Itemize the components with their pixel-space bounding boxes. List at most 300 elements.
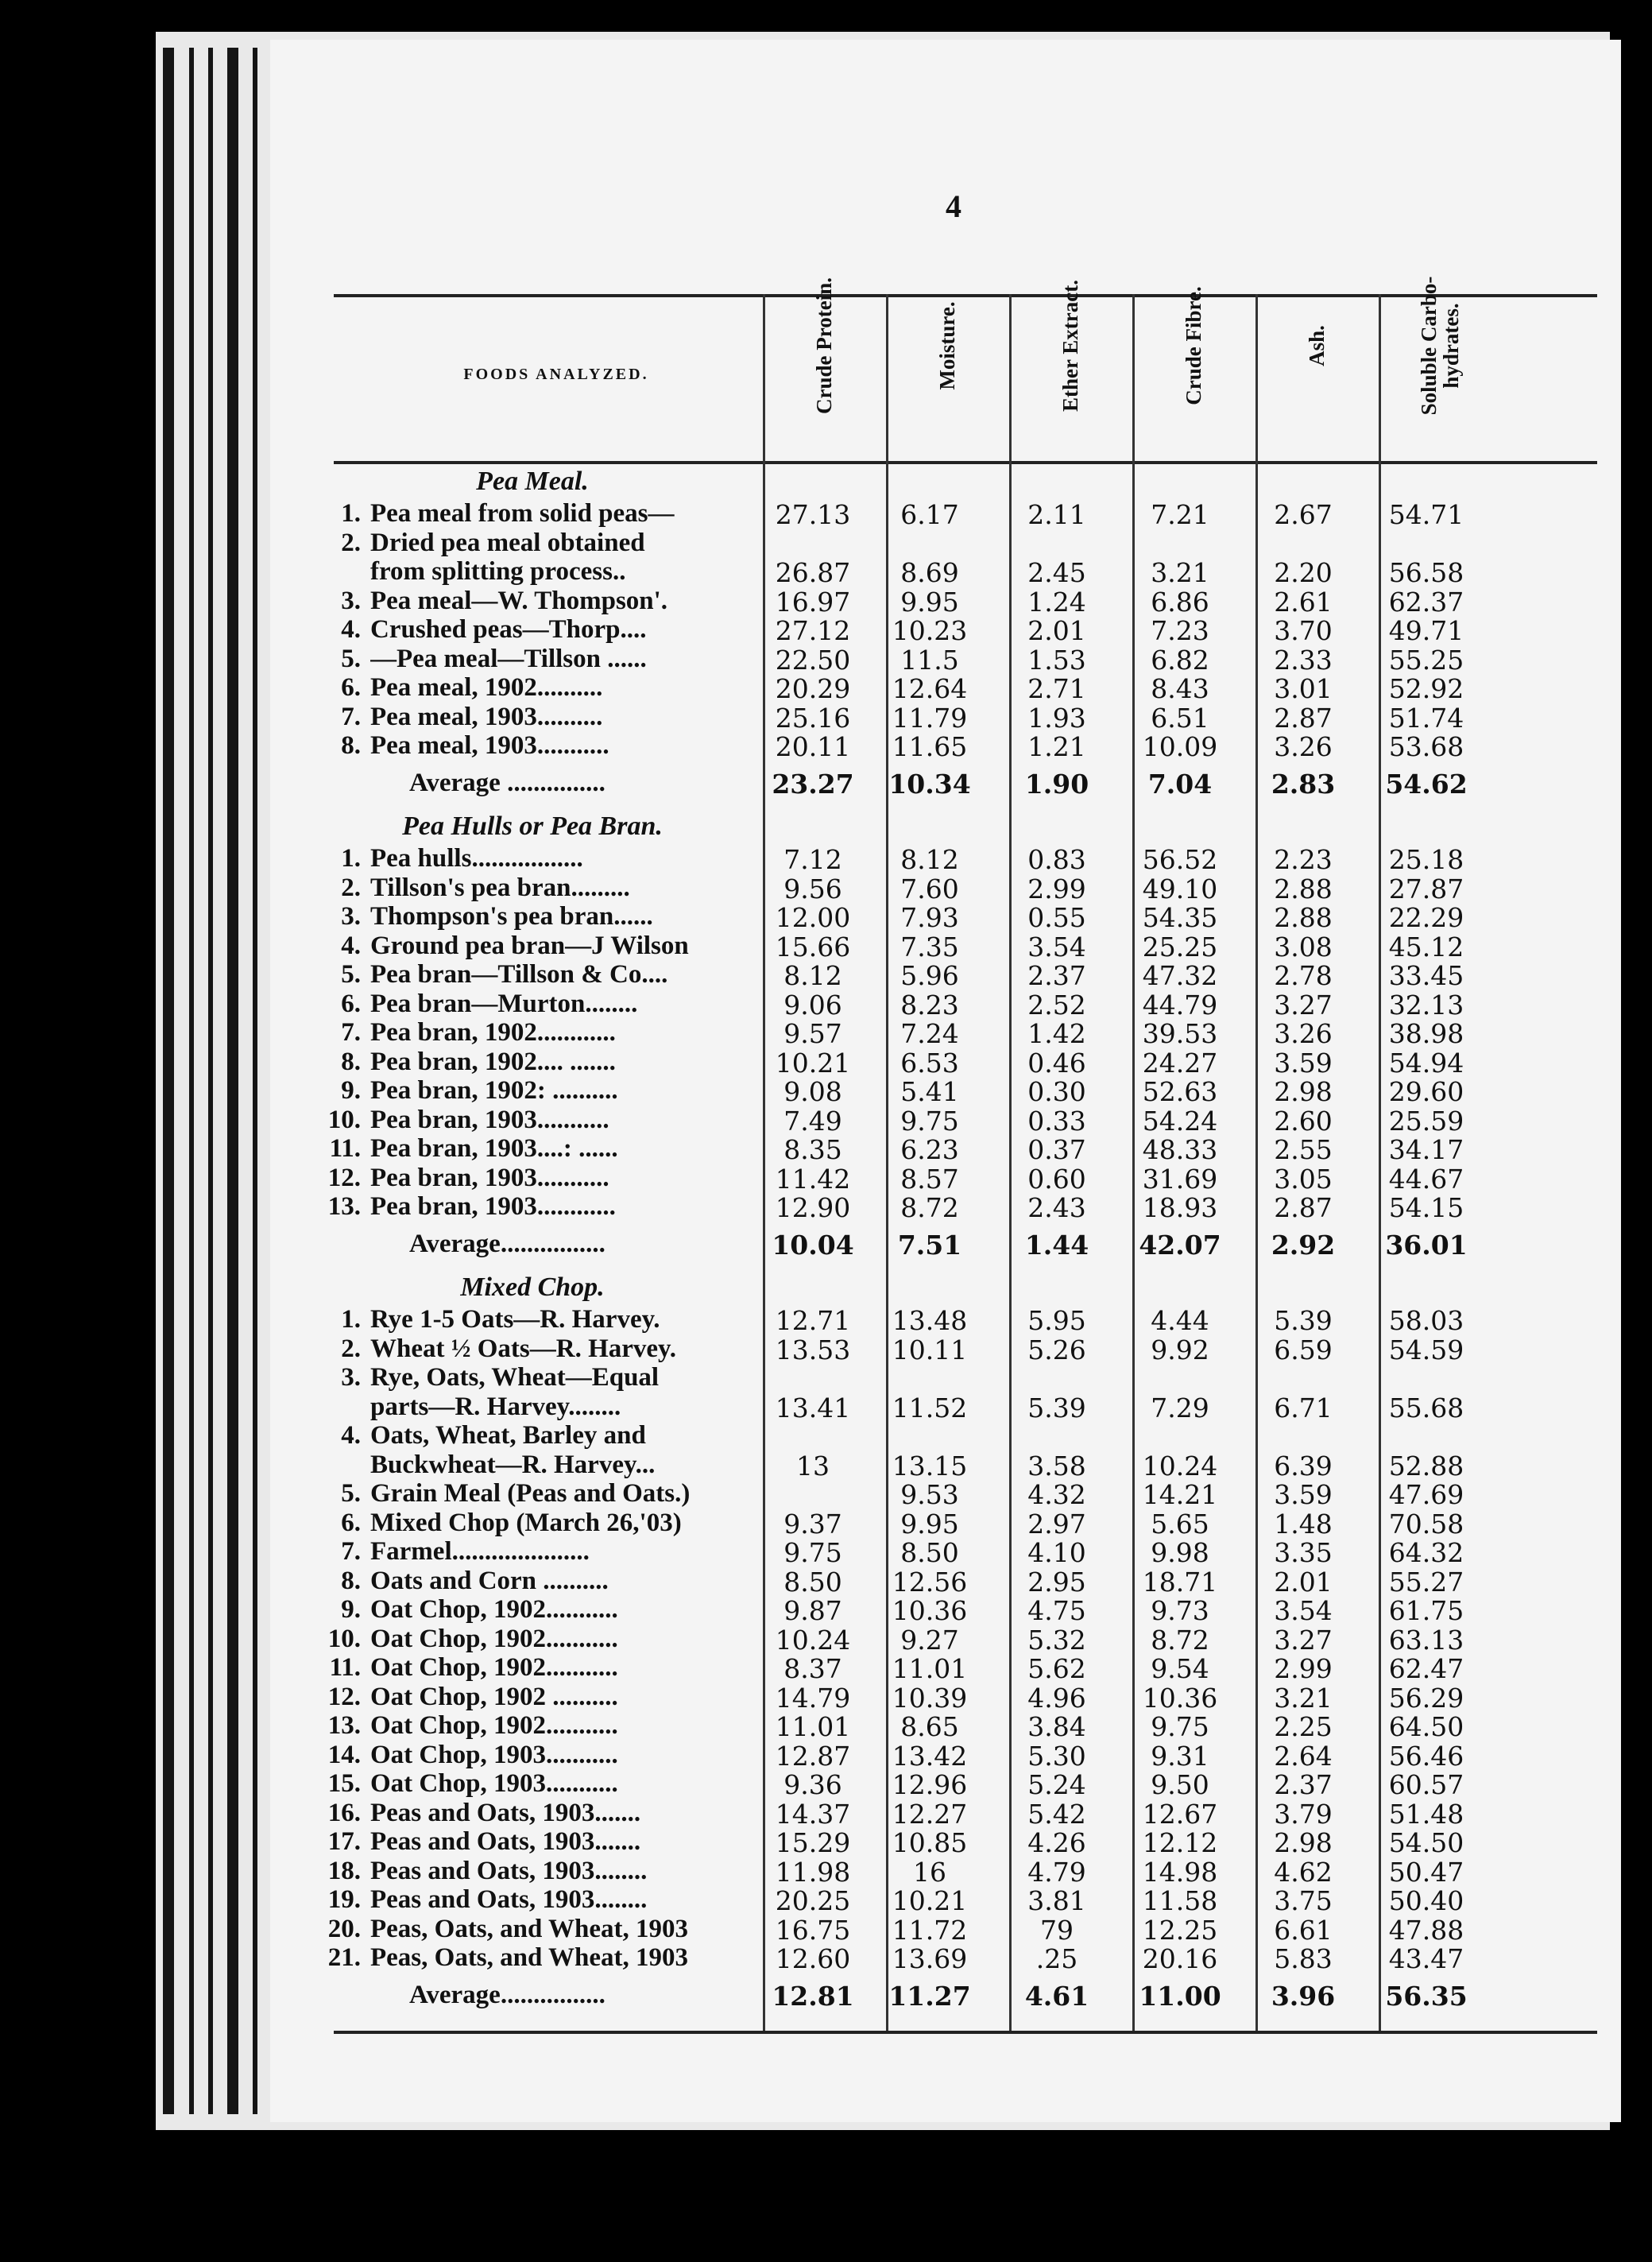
value-cell: 3.27: [1274, 1624, 1333, 1656]
book-edge-line: [189, 48, 194, 2114]
section-title: Pea Meal.: [476, 467, 589, 496]
food-name: Pea bran—Tillson & Co....: [370, 960, 668, 989]
value-cell: 9.56: [783, 873, 842, 904]
value-cell: 64.50: [1388, 1711, 1464, 1742]
average-value-cell: 42.07: [1139, 1229, 1221, 1261]
food-name: parts—R. Harvey........: [370, 1392, 621, 1421]
value-cell: 9.75: [1151, 1711, 1209, 1742]
table-row: [270, 1798, 1621, 1830]
value-cell: 4.96: [1027, 1682, 1086, 1714]
value-cell: 14.21: [1142, 1479, 1218, 1510]
row-number: 3.: [341, 1363, 361, 1392]
row-number: 3.: [341, 902, 361, 931]
book-edge-line: [253, 48, 257, 2114]
food-name: Oat Chop, 1903...........: [370, 1769, 618, 1798]
value-cell: 10.39: [892, 1682, 968, 1714]
food-name: Farmel.....................: [370, 1537, 590, 1566]
food-name: Oat Chop, 1902...........: [370, 1653, 618, 1682]
row-number: 14.: [327, 1740, 361, 1769]
value-cell: 11.52: [892, 1392, 968, 1423]
food-name: Pea hulls.................: [370, 844, 583, 873]
value-cell: 2.61: [1274, 586, 1333, 618]
value-cell: 5.95: [1027, 1305, 1086, 1336]
value-cell: 50.47: [1388, 1856, 1464, 1888]
table-row: [270, 1134, 1621, 1163]
section-title: Pea Hulls or Pea Bran.: [402, 811, 663, 841]
average-value-cell: 2.92: [1271, 1229, 1336, 1261]
value-cell: 48.33: [1142, 1134, 1218, 1165]
value-cell: 58.03: [1388, 1305, 1464, 1336]
value-cell: 9.75: [900, 1105, 959, 1137]
value-cell: 6.82: [1151, 644, 1209, 676]
value-cell: 54.15: [1388, 1192, 1464, 1223]
value-cell: 47.69: [1388, 1479, 1464, 1510]
value-cell: 54.59: [1388, 1334, 1464, 1365]
value-cell: 56.46: [1388, 1740, 1464, 1772]
row-number: 18.: [327, 1856, 361, 1885]
value-cell: 5.96: [900, 960, 959, 991]
value-cell: 9.75: [783, 1537, 842, 1568]
row-number: 6.: [341, 673, 361, 702]
value-cell: 8.50: [900, 1537, 959, 1568]
food-name: Pea bran—Murton........: [370, 989, 638, 1018]
table-row: [270, 1827, 1621, 1856]
value-cell: 22.29: [1388, 902, 1464, 933]
row-number: 16.: [327, 1798, 361, 1827]
value-cell: 2.37: [1027, 960, 1086, 991]
value-cell: 2.99: [1027, 873, 1086, 904]
value-cell: 62.37: [1388, 586, 1464, 618]
value-cell: 3.54: [1027, 931, 1086, 963]
value-cell: 6.86: [1151, 586, 1209, 618]
book-edge-line: [163, 48, 174, 2114]
row-number: 2.: [341, 1334, 361, 1363]
value-cell: 8.57: [900, 1163, 959, 1195]
value-cell: 2.98: [1274, 1827, 1333, 1858]
value-cell: 56.58: [1388, 557, 1464, 588]
average-value-cell: 56.35: [1385, 1980, 1468, 2012]
value-cell: 52.63: [1142, 1076, 1218, 1107]
row-number: 4.: [341, 931, 361, 960]
food-name: Crushed peas—Thorp....: [370, 615, 647, 644]
value-cell: 79: [1040, 1914, 1074, 1946]
value-cell: 5.62: [1027, 1653, 1086, 1684]
row-number: 21.: [327, 1943, 361, 1972]
value-cell: 9.06: [783, 989, 842, 1021]
value-cell: 15.29: [775, 1827, 851, 1858]
value-cell: 51.48: [1388, 1798, 1464, 1830]
food-name: Dried pea meal obtained: [370, 528, 645, 557]
food-name: Pea meal from solid peas—: [370, 499, 675, 528]
value-cell: 11.65: [892, 731, 968, 762]
column-header-crude-protein: Crude Protein.: [811, 277, 836, 414]
table-row: [270, 586, 1621, 618]
value-cell: 2.55: [1274, 1134, 1333, 1165]
value-cell: 3.58: [1027, 1450, 1086, 1482]
average-value-cell: 23.27: [772, 768, 854, 800]
value-cell: 9.92: [1151, 1334, 1209, 1365]
table-row: [270, 529, 1621, 557]
value-cell: 32.13: [1388, 989, 1464, 1021]
value-cell: 6.51: [1151, 702, 1209, 734]
table-row: [270, 1508, 1621, 1540]
row-number: 4.: [341, 1421, 361, 1450]
average-label: Average ...............: [409, 768, 605, 797]
table-row: [270, 1076, 1621, 1105]
table-row: [270, 873, 1621, 902]
value-cell: 11.79: [892, 702, 968, 734]
value-cell: 20.29: [775, 673, 851, 704]
value-cell: 31.69: [1142, 1163, 1218, 1195]
average-value-cell: 11.27: [888, 1980, 971, 2012]
value-cell: 27.12: [775, 615, 851, 646]
value-cell: 55.68: [1388, 1392, 1464, 1423]
row-number: 8.: [341, 1566, 361, 1595]
value-cell: 12.96: [892, 1769, 968, 1800]
value-cell: 8.12: [783, 960, 842, 991]
table-row: [270, 1653, 1621, 1682]
food-name: Pea bran, 1902............: [370, 1018, 616, 1047]
value-cell: 54.24: [1142, 1105, 1218, 1137]
food-name: Peas and Oats, 1903.......: [370, 1798, 641, 1827]
value-cell: 8.12: [900, 844, 959, 875]
value-cell: 52.92: [1388, 673, 1464, 704]
value-cell: 3.54: [1274, 1595, 1333, 1626]
value-cell: 62.47: [1388, 1653, 1464, 1684]
value-cell: 13.42: [892, 1740, 968, 1772]
table-row: [270, 1769, 1621, 1798]
average-value-cell: 54.62: [1385, 768, 1468, 800]
value-cell: 56.29: [1388, 1682, 1464, 1714]
value-cell: 11.01: [775, 1711, 851, 1742]
food-name: Oat Chop, 1902...........: [370, 1711, 618, 1740]
value-cell: 10.24: [1142, 1450, 1218, 1482]
row-number: 2.: [341, 873, 361, 902]
value-cell: 6.39: [1274, 1450, 1333, 1482]
value-cell: 11.98: [775, 1856, 851, 1888]
value-cell: 9.50: [1151, 1769, 1209, 1800]
row-number: 5.: [341, 1479, 361, 1508]
food-name: Oat Chop, 1902 ..........: [370, 1682, 618, 1711]
value-cell: 6.17: [900, 499, 959, 530]
value-cell: 9.54: [1151, 1653, 1209, 1684]
average-value-cell: 3.96: [1271, 1980, 1336, 2012]
value-cell: 3.59: [1274, 1047, 1333, 1079]
value-cell: 8.35: [783, 1134, 842, 1165]
page-number: 4: [946, 188, 961, 224]
book-edge-line: [208, 48, 213, 2114]
value-cell: 12.27: [892, 1798, 968, 1830]
value-cell: 12.71: [775, 1305, 851, 1336]
row-number: 8.: [341, 731, 361, 760]
value-cell: 27.13: [775, 499, 851, 530]
row-number: 2.: [341, 528, 361, 557]
value-cell: 2.78: [1274, 960, 1333, 991]
row-number: 6.: [341, 1508, 361, 1537]
table-row: [270, 1595, 1621, 1624]
value-cell: 25.59: [1388, 1105, 1464, 1137]
value-cell: 2.37: [1274, 1769, 1333, 1800]
value-cell: 2.98: [1274, 1076, 1333, 1107]
row-number: 13.: [327, 1192, 361, 1221]
column-header-moisture: Moisture.: [934, 301, 959, 390]
value-cell: 9.31: [1151, 1740, 1209, 1772]
value-cell: 47.88: [1388, 1914, 1464, 1946]
value-cell: 5.41: [900, 1076, 959, 1107]
average-value-cell: 7.04: [1147, 768, 1213, 800]
table-row: [270, 1192, 1621, 1221]
value-cell: 3.05: [1274, 1163, 1333, 1195]
value-cell: 0.55: [1027, 902, 1086, 933]
value-cell: 7.93: [900, 902, 959, 933]
value-cell: 5.83: [1274, 1943, 1333, 1974]
table-row: [270, 499, 1621, 528]
value-cell: 13.53: [775, 1334, 851, 1365]
value-cell: 3.59: [1274, 1479, 1333, 1510]
value-cell: 3.27: [1274, 989, 1333, 1021]
row-number: 5.: [341, 960, 361, 989]
value-cell: 12.64: [892, 673, 968, 704]
average-row: [270, 1980, 1621, 2012]
value-cell: 44.67: [1388, 1163, 1464, 1195]
value-cell: 5.30: [1027, 1740, 1086, 1772]
value-cell: 4.32: [1027, 1479, 1086, 1510]
value-cell: 8.69: [900, 557, 959, 588]
value-cell: 24.27: [1142, 1047, 1218, 1079]
value-cell: 8.65: [900, 1711, 959, 1742]
table-row: [270, 1479, 1621, 1508]
food-name: Tillson's pea bran.........: [370, 873, 630, 902]
value-cell: 6.53: [900, 1047, 959, 1079]
value-cell: 2.01: [1274, 1566, 1333, 1598]
column-header-soluble-carbohydrates: Soluble Carbo- hydrates.: [1416, 276, 1463, 416]
value-cell: 12.25: [1142, 1914, 1218, 1946]
value-cell: 5.24: [1027, 1769, 1086, 1800]
food-name: Rye 1-5 Oats—R. Harvey.: [370, 1305, 660, 1334]
value-cell: 14.37: [775, 1798, 851, 1830]
value-cell: 7.49: [783, 1105, 842, 1137]
table-row: [270, 557, 1621, 586]
value-cell: 8.72: [1151, 1624, 1209, 1656]
value-cell: 8.72: [900, 1192, 959, 1223]
food-name: Pea meal, 1902..........: [370, 673, 603, 702]
value-cell: 3.26: [1274, 731, 1333, 762]
value-cell: 3.70: [1274, 615, 1333, 646]
value-cell: 2.23: [1274, 844, 1333, 875]
value-cell: 9.57: [783, 1018, 842, 1049]
value-cell: 4.26: [1027, 1827, 1086, 1858]
average-row: [270, 768, 1621, 800]
value-cell: 2.60: [1274, 1105, 1333, 1137]
average-value-cell: 11.00: [1139, 1980, 1221, 2012]
row-number: 1.: [341, 1305, 361, 1334]
value-cell: 43.47: [1388, 1943, 1464, 1974]
table-row: [270, 844, 1621, 873]
value-cell: 10.09: [1142, 731, 1218, 762]
food-name: Buckwheat—R. Harvey...: [370, 1450, 656, 1479]
row-number: 5.: [341, 644, 361, 673]
value-cell: 10.23: [892, 615, 968, 646]
value-cell: 8.50: [783, 1566, 842, 1598]
column-header-crude-fibre: Crude Fibre.: [1181, 286, 1205, 405]
value-cell: 26.87: [775, 557, 851, 588]
average-value-cell: 7.51: [897, 1229, 962, 1261]
value-cell: 3.81: [1027, 1885, 1086, 1916]
value-cell: 18.71: [1142, 1566, 1218, 1598]
value-cell: 25.16: [775, 702, 851, 734]
value-cell: 25.18: [1388, 844, 1464, 875]
food-name: Oats and Corn ..........: [370, 1566, 609, 1595]
row-number: 13.: [327, 1711, 361, 1740]
value-cell: 2.45: [1027, 557, 1086, 588]
value-cell: 34.17: [1388, 1134, 1464, 1165]
value-cell: 10.21: [775, 1047, 851, 1079]
value-cell: 50.40: [1388, 1885, 1464, 1916]
value-cell: 47.32: [1142, 960, 1218, 991]
value-cell: 49.71: [1388, 615, 1464, 646]
value-cell: 1.48: [1274, 1508, 1333, 1540]
food-name: —Pea meal—Tillson ......: [370, 644, 647, 673]
value-cell: 4.75: [1027, 1595, 1086, 1626]
value-cell: 38.98: [1388, 1018, 1464, 1049]
value-cell: 2.01: [1027, 615, 1086, 646]
average-label: Average................: [409, 1229, 605, 1258]
table-row: [270, 1305, 1621, 1334]
table-row: [270, 1740, 1621, 1772]
value-cell: 52.88: [1388, 1450, 1464, 1482]
value-cell: 7.29: [1151, 1392, 1209, 1423]
food-name: from splitting process..: [370, 557, 626, 586]
value-cell: 12.67: [1142, 1798, 1218, 1830]
value-cell: 61.75: [1388, 1595, 1464, 1626]
value-cell: 10.36: [892, 1595, 968, 1626]
value-cell: 1.53: [1027, 644, 1086, 676]
average-value-cell: 1.44: [1024, 1229, 1089, 1261]
average-value-cell: 1.90: [1024, 768, 1089, 800]
average-value-cell: 2.83: [1271, 768, 1336, 800]
value-cell: 8.23: [900, 989, 959, 1021]
table-row: [270, 615, 1621, 644]
value-cell: 7.23: [1151, 615, 1209, 646]
value-cell: 56.52: [1142, 844, 1218, 875]
food-name: Ground pea bran—J Wilson: [370, 931, 689, 960]
value-cell: 5.65: [1151, 1508, 1209, 1540]
table-row: [270, 1450, 1621, 1482]
food-name: Oat Chop, 1902...........: [370, 1595, 618, 1624]
value-cell: 10.24: [775, 1624, 851, 1656]
value-cell: 2.33: [1274, 644, 1333, 676]
value-cell: 55.27: [1388, 1566, 1464, 1598]
food-name: Pea bran, 1902: ..........: [370, 1076, 618, 1105]
value-cell: 2.99: [1274, 1653, 1333, 1684]
value-cell: 5.26: [1027, 1334, 1086, 1365]
value-cell: 18.93: [1142, 1192, 1218, 1223]
value-cell: 9.95: [900, 586, 959, 618]
food-name: Peas, Oats, and Wheat, 1903: [370, 1914, 688, 1943]
table-row: [270, 731, 1621, 760]
food-name: Grain Meal (Peas and Oats.): [370, 1479, 691, 1508]
value-cell: 45.12: [1388, 931, 1464, 963]
value-cell: 12.60: [775, 1943, 851, 1974]
average-value-cell: 36.01: [1385, 1229, 1468, 1261]
value-cell: 54.35: [1142, 902, 1218, 933]
table-bottom-rule: [334, 2031, 1597, 2034]
value-cell: 7.35: [900, 931, 959, 963]
value-cell: 11.01: [892, 1653, 968, 1684]
average-value-cell: 12.81: [772, 1980, 854, 2012]
value-cell: 16.97: [775, 586, 851, 618]
value-cell: 3.21: [1151, 557, 1209, 588]
food-name: Peas and Oats, 1903........: [370, 1856, 648, 1885]
value-cell: 2.64: [1274, 1740, 1333, 1772]
value-cell: 70.58: [1388, 1508, 1464, 1540]
value-cell: 16: [913, 1856, 946, 1888]
value-cell: 3.26: [1274, 1018, 1333, 1049]
value-cell: 7.12: [783, 844, 842, 875]
value-cell: 5.39: [1274, 1305, 1333, 1336]
value-cell: 0.46: [1027, 1047, 1086, 1079]
value-cell: 54.50: [1388, 1827, 1464, 1858]
value-cell: 64.32: [1388, 1537, 1464, 1568]
value-cell: 3.08: [1274, 931, 1333, 963]
value-cell: 5.39: [1027, 1392, 1086, 1423]
value-cell: 6.59: [1274, 1334, 1333, 1365]
book-edge-line: [227, 48, 238, 2114]
scanned-page: [270, 40, 1621, 2122]
row-number: 9.: [341, 1595, 361, 1624]
value-cell: 9.53: [900, 1479, 959, 1510]
food-name: Pea meal, 1903...........: [370, 731, 609, 760]
row-number: 11.: [329, 1134, 361, 1163]
average-row: [270, 1229, 1621, 1261]
table-row: [270, 1856, 1621, 1888]
value-cell: 20.11: [775, 731, 851, 762]
value-cell: 5.32: [1027, 1624, 1086, 1656]
value-cell: 12.56: [892, 1566, 968, 1598]
table-row: [270, 1334, 1621, 1363]
table-row: [270, 1363, 1621, 1392]
value-cell: 49.10: [1142, 873, 1218, 904]
value-cell: 0.37: [1027, 1134, 1086, 1165]
value-cell: 2.25: [1274, 1711, 1333, 1742]
value-cell: 4.79: [1027, 1856, 1086, 1888]
value-cell: 44.79: [1142, 989, 1218, 1021]
value-cell: 8.37: [783, 1653, 842, 1684]
table-row: [270, 673, 1621, 702]
value-cell: 1.24: [1027, 586, 1086, 618]
food-name: Pea bran, 1903............: [370, 1192, 616, 1221]
food-name: Pea bran, 1903....: ......: [370, 1134, 618, 1163]
table-row: [270, 1537, 1621, 1566]
value-cell: 3.79: [1274, 1798, 1333, 1830]
food-name: Mixed Chop (March 26,'03): [370, 1508, 682, 1537]
value-cell: 11.58: [1142, 1885, 1218, 1916]
value-cell: 9.27: [900, 1624, 959, 1656]
row-number: 6.: [341, 989, 361, 1018]
row-number: 19.: [327, 1885, 361, 1914]
value-cell: 27.87: [1388, 873, 1464, 904]
average-label: Average................: [409, 1980, 605, 2009]
value-cell: 10.21: [892, 1885, 968, 1916]
table-row: [270, 1163, 1621, 1195]
value-cell: 20.25: [775, 1885, 851, 1916]
food-name: Peas and Oats, 1903.......: [370, 1827, 641, 1856]
table-row: [270, 1914, 1621, 1946]
value-cell: 12.00: [775, 902, 851, 933]
value-cell: 2.87: [1274, 702, 1333, 734]
average-value-cell: 10.34: [888, 768, 971, 800]
food-name: Peas and Oats, 1903........: [370, 1885, 648, 1914]
